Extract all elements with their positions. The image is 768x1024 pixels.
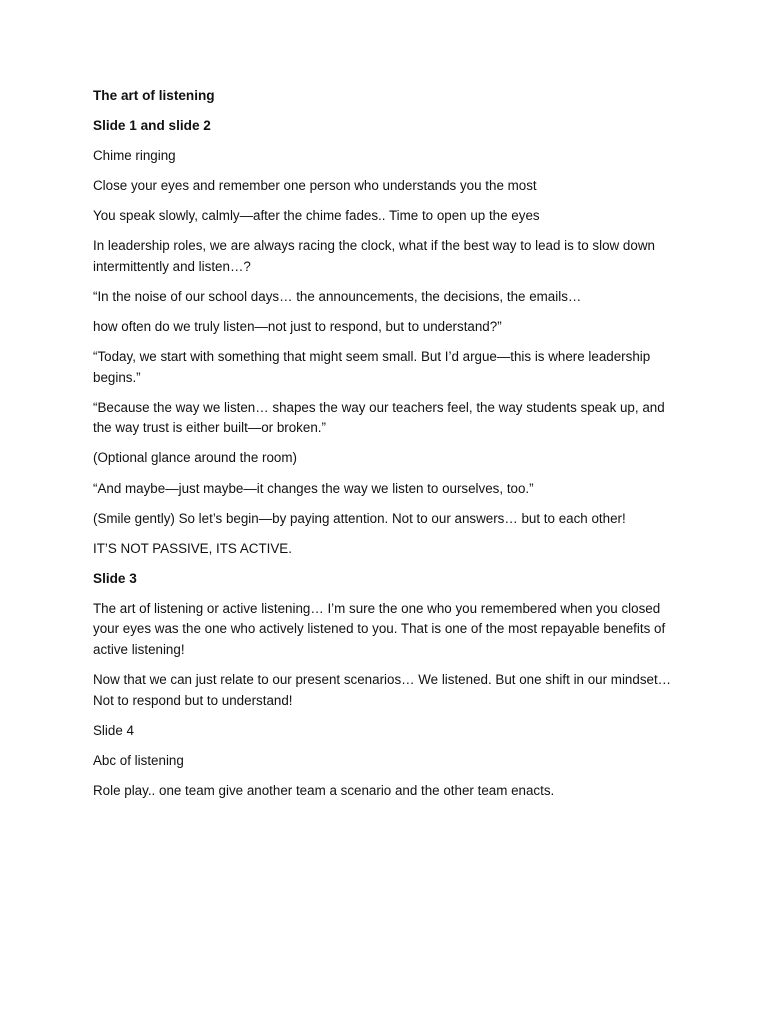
paragraph: Chime ringing	[93, 148, 176, 164]
paragraph: Abc of listening	[93, 752, 184, 768]
document-title: The art of listening	[93, 88, 215, 103]
section-heading-slide-3: Slide 3	[93, 570, 137, 586]
paragraph: In leadership roles, we are always racing the clock, what if the best way to lead is to slow down intermittently and listen…?	[93, 238, 655, 274]
paragraph: “And maybe—just maybe—it changes the way we listen to ourselves, too.”	[93, 480, 534, 496]
paragraph: (Smile gently) So let’s begin—by paying attention. Not to our answers… but to each other!	[93, 510, 626, 526]
document-body	[93, 86, 683, 811]
paragraph: “Because the way we listen… shapes the way our teachers feel, the way students speak up, and the way trust is either built—or broken.”	[93, 399, 665, 436]
paragraph: IT’S NOT PASSIVE, ITS ACTIVE.	[93, 540, 292, 556]
paragraph: “Today, we start with something that might seem small. But I’d argue—this is where leadership begins.”	[93, 349, 651, 385]
section-heading-slide-1-2: Slide 1 and slide 2	[93, 118, 211, 134]
paragraph: how often do we truly listen—not just to respond, but to understand?”	[93, 319, 502, 335]
paragraph: Role play.. one team give another team a scenario and the other team enacts.	[93, 782, 555, 798]
paragraph: The art of listening or active listening… I’m sure the one who you remembered when you closed your eyes was the one who actively listened to you. That is one of the most repayable benefits of active listening!	[93, 600, 666, 657]
paragraph: “In the noise of our school days… the announcements, the decisions, the emails…	[93, 289, 582, 305]
paragraph: Slide 4	[93, 722, 134, 738]
paragraph: Close your eyes and remember one person who understands you the most	[93, 178, 537, 194]
paragraph: You speak slowly, calmly—after the chime fades.. Time to open up the eyes	[93, 208, 540, 224]
paragraph: (Optional glance around the room)	[93, 450, 297, 466]
paragraph: Now that we can just relate to our present scenarios… We listened. But one shift in our mindset… Not to respond but to understand!	[93, 672, 672, 708]
